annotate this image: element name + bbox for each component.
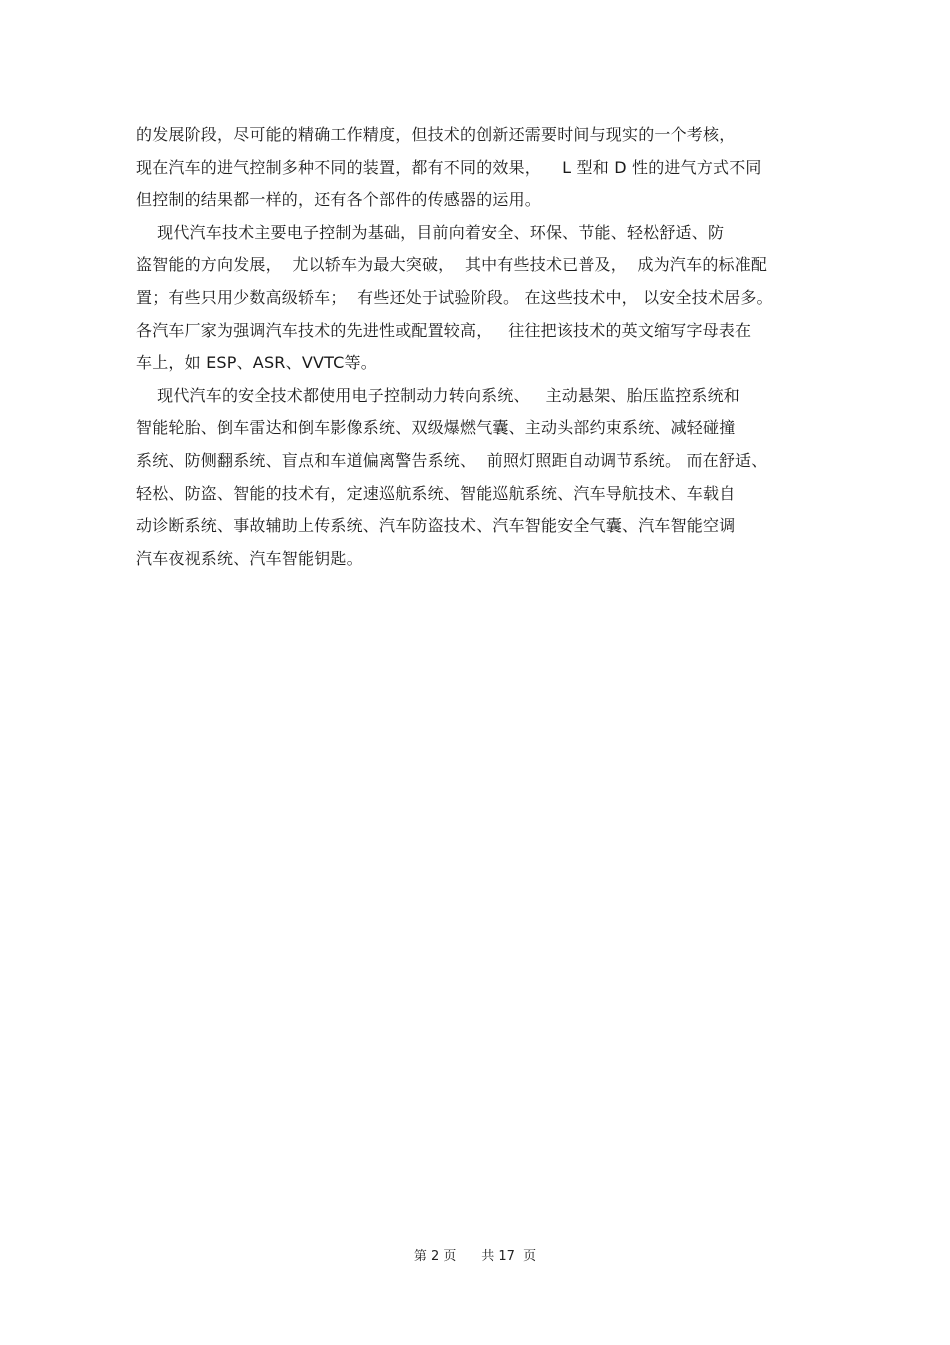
text-line: 轻松、防盗、智能的技术有，定速巡航系统、智能巡航系统、汽车导航技术、车载自 — [136, 483, 736, 503]
text-line: 现代汽车的安全技术都使用电子控制动力转向系统、 主动悬架、胎压监控系统和 — [136, 385, 741, 405]
text-line: 系统、防侧翻系统、盲点和车道偏离警告系统、 前照灯照距自动调节系统。 而在舒适、 — [136, 450, 768, 470]
text-line: 现在汽车的进气控制多种不同的装置，都有不同的效果， L 型和 D 性的进气方式不同 — [136, 157, 762, 177]
text-line: 现代汽车技术主要电子控制为基础，目前向着安全、环保、节能、轻松舒适、防 — [136, 222, 725, 242]
text-line: 汽车夜视系统、汽车智能钥匙。 — [136, 548, 363, 568]
text-line: 置；有些只用少数高级轿车； 有些还处于试验阶段。 在这些技术中， 以安全技术居多。 — [136, 287, 773, 307]
body-text — [136, 119, 836, 575]
text-line: 智能轮胎、倒车雷达和倒车影像系统、双级爆燃气囊、主动头部约束系统、减轻碰撞 — [136, 418, 736, 438]
text-line: 动诊断系统、事故辅助上传系统、汽车防盗技术、汽车智能安全气囊、汽车智能空调 — [136, 516, 736, 536]
text-line: 盗智能的方向发展， 尤以轿车为最大突破， 其中有些技术已普及， 成为汽车的标准配 — [136, 255, 768, 275]
text-line: 的发展阶段，尽可能的精确工作精度，但技术的创新还需要时间与现实的一个考核， — [136, 125, 736, 144]
text-line: 但控制的结果都一样的，还有各个部件的传感器的运用。 — [136, 190, 542, 210]
page-number-footer: 第 2 页 共 17 页 — [413, 1249, 537, 1264]
text-line: 各汽车厂家为强调汽车技术的先进性或配置较高， 往往把该技术的英文缩写字母表在 — [136, 320, 752, 340]
text-line: 车上，如 ESP、ASR、VVTC等。 — [136, 353, 377, 373]
